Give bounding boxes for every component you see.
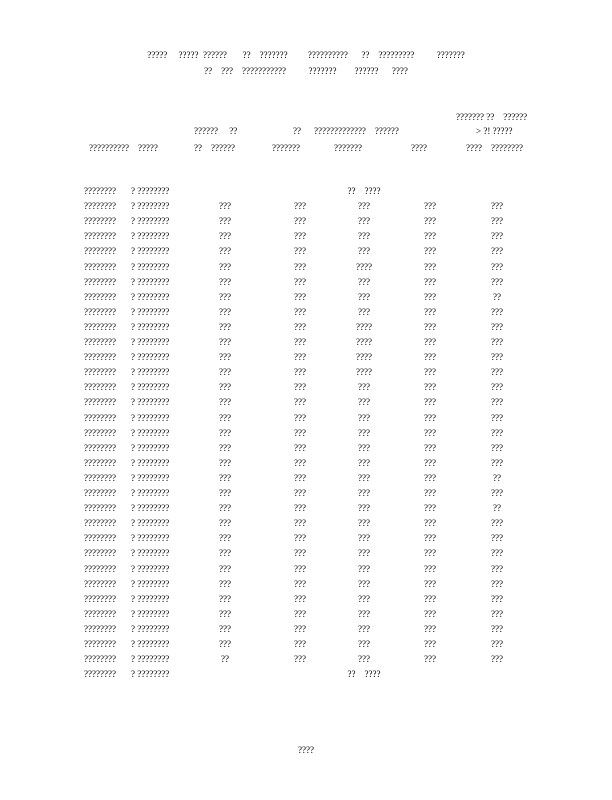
table-cell: ??? [358,518,370,529]
table-cell: ??? [294,261,306,272]
table-cell: ???????? [84,608,116,619]
table-cell: ??? [219,457,231,468]
table-cell: ??? [294,533,306,544]
table-cell: ??? [219,216,231,227]
table-cell: ??? [358,654,370,665]
table-cell: ???????? [84,306,116,317]
table-cell: ? ???????? [131,231,170,242]
table-cell: ??? [424,291,436,302]
table-cell: ??? [491,457,503,468]
table-cell: ??? [294,593,306,604]
table-cell: ? ???????? [131,337,170,347]
table-cell: ??? [358,442,370,453]
table-cell: ???????? [84,563,116,574]
document-title-line-2: ?? ??? ??????????? ??????? ?????? ???? [204,66,408,76]
table-cell: ??? [294,337,306,347]
table-row [0,533,612,548]
table-cell: ???????? [84,291,116,302]
table-cell: ??? [219,276,231,287]
table-cell: ??? [491,306,503,317]
table-cell: ? ???????? [131,503,170,514]
table-row [0,473,612,488]
table-cell: ??? [294,503,306,514]
table-cell: ??? [491,397,503,408]
table-cell: ??? [491,623,503,634]
table-cell: ??? [491,593,503,604]
table-cell: ??? [358,382,370,393]
table-cell: ??? [424,548,436,559]
table-cell: ? ???????? [131,291,170,302]
table-cell: ??? [294,472,306,483]
table-cell: ?? ???? [347,186,381,196]
table-cell: ??? [219,291,231,302]
table-cell: ??? [424,261,436,272]
table-cell: ???????? [84,216,116,227]
table-row [0,594,612,609]
table-cell: ? ???????? [131,246,170,257]
table-cell: ?? [493,291,501,302]
table-row [0,503,612,518]
table-cell: ??? [294,442,306,453]
table-cell: ??? [491,563,503,574]
table-cell: ??? [358,412,370,423]
table-cell: ???????? [84,246,116,257]
table-cell: ??? [424,352,436,363]
table-cell: ??? [424,578,436,589]
table-cell: ???????? [84,231,116,242]
table-cell: ? ???????? [131,654,170,665]
table-cell: ??? [424,412,436,423]
table-cell: ???????? [84,593,116,604]
table-row [0,428,612,443]
table-row [0,322,612,337]
table-cell: ??? [424,231,436,242]
table-cell: ??? [294,352,306,363]
table-cell: ???????? [84,472,116,483]
table-cell: ??? [424,623,436,634]
table-cell: ???? [356,367,372,378]
table-cell: ???????? [84,578,116,589]
table-cell: ??? [491,337,503,347]
table-cell: ??? [358,578,370,589]
table-cell: ??? [219,306,231,317]
table-cell: ??? [424,201,436,212]
table-cell: ??? [294,306,306,317]
document-title-line-1: ????? ????? ?????? ?? ??????? ?????????? ?? ????????? ??????? [147,50,465,60]
table-row [0,639,612,654]
table-row [0,579,612,594]
page-number: ???? [298,745,314,755]
table-cell: ??? [358,533,370,544]
table-cell: ??? [294,397,306,408]
table-row [0,307,612,322]
table-cell: ??? [491,548,503,559]
table-cell: ??? [294,488,306,498]
table-cell: ??? [358,306,370,317]
table-cell: ? ???????? [131,382,170,393]
header-r3-c6: ???? ???????? [466,143,523,153]
table-cell: ??? [294,623,306,634]
table-row [0,352,612,367]
table-cell: ??? [219,201,231,212]
table-row [0,292,612,307]
table-row [0,382,612,397]
table-cell: ??? [219,563,231,574]
table-row [0,367,612,382]
table-cell: ??? [358,623,370,634]
table-row [0,413,612,428]
table-cell: ??? [424,563,436,574]
table-cell: ??? [294,382,306,393]
table-cell: ??? [294,608,306,619]
table-cell: ??? [424,457,436,468]
table-cell: ??? [424,321,436,332]
header-r2-c2: ?????? ?? [194,126,238,136]
table-cell: ??? [424,397,436,408]
table-row [0,186,612,201]
table-cell: ??? [219,518,231,529]
table-cell: ???????? [84,488,116,498]
table-cell: ???????? [84,623,116,634]
table-cell: ???????? [84,367,116,378]
table-cell: ? ???????? [131,427,170,438]
table-cell: ?? [493,472,501,483]
table-cell: ??? [219,321,231,332]
table-cell: ??? [219,578,231,589]
table-cell: ?? [221,654,229,665]
table-cell: ???????? [84,533,116,544]
table-cell: ??? [294,276,306,287]
table-cell: ??? [219,246,231,257]
table-cell: ??? [424,488,436,498]
table-cell: ???????? [84,382,116,393]
table-cell: ??? [294,367,306,378]
table-cell: ??? [219,548,231,559]
table-cell: ? ???????? [131,321,170,332]
table-row [0,262,612,277]
table-cell: ??? [294,246,306,257]
table-cell: ???????? [84,654,116,665]
table-cell: ??? [219,352,231,363]
table-row [0,397,612,412]
table-cell: ? ???????? [131,276,170,287]
table-cell: ???? [356,337,372,347]
table-cell: ??? [491,533,503,544]
table-cell: ??? [491,321,503,332]
table-row [0,443,612,458]
table-cell: ??? [294,457,306,468]
table-cell: ???????? [84,669,116,680]
table-cell: ? ???????? [131,457,170,468]
table-cell: ??? [358,201,370,212]
table-cell: ??? [219,397,231,408]
table-cell: ??? [491,201,503,212]
table-cell: ? ???????? [131,186,170,196]
table-cell: ???????? [84,261,116,272]
table-cell: ???????? [84,276,116,287]
table-cell: ??? [294,231,306,242]
table-cell: ??? [491,427,503,438]
table-cell: ??? [358,472,370,483]
table-cell: ??? [294,321,306,332]
header-r3-c0: ?????????? ????? [89,143,158,153]
table-cell: ?? ???? [347,669,381,680]
table-row [0,548,612,563]
table-row [0,624,612,639]
table-cell: ???????? [84,337,116,347]
table-row [0,654,612,669]
table-cell: ??? [358,246,370,257]
table-cell: ? ???????? [131,578,170,589]
table-cell: ??? [219,503,231,514]
table-cell: ???? [356,352,372,363]
table-cell: ??? [491,518,503,529]
table-cell: ??? [424,276,436,287]
table-cell: ??? [294,563,306,574]
table-cell: ??? [358,563,370,574]
table-cell: ??? [424,216,436,227]
table-cell: ??? [424,472,436,483]
table-row [0,518,612,533]
table-cell: ??? [424,367,436,378]
table-cell: ???????? [84,503,116,514]
header-r3-c2: ?? ?????? [194,143,235,153]
table-cell: ??? [491,367,503,378]
table-cell: ??? [491,412,503,423]
table-cell: ??? [358,427,370,438]
table-cell: ??? [424,518,436,529]
table-cell: ??? [424,442,436,453]
table-cell: ???????? [84,352,116,363]
table-cell: ? ???????? [131,412,170,423]
table-cell: ??? [358,593,370,604]
table-row [0,216,612,231]
table-row [0,231,612,246]
table-cell: ???????? [84,639,116,649]
table-cell: ??? [294,201,306,212]
header-r3-c4: ??????? [334,143,362,153]
table-row [0,246,612,261]
table-cell: ??? [219,533,231,544]
table-cell: ? ???????? [131,488,170,498]
table-cell: ? ???????? [131,261,170,272]
table-cell: ? ???????? [131,397,170,408]
table-cell: ???????? [84,457,116,468]
header-r2-c3: ?? [293,126,301,136]
table-cell: ??? [294,639,306,649]
table-cell: ??? [358,457,370,468]
table-cell: ??? [491,246,503,257]
table-cell: ??? [424,608,436,619]
table-cell: ??? [491,639,503,649]
table-cell: ??? [294,412,306,423]
table-cell: ??? [358,216,370,227]
table-cell: ??? [424,246,436,257]
table-cell: ??? [294,427,306,438]
table-row [0,609,612,624]
table-cell: ??? [491,276,503,287]
table-cell: ??? [219,608,231,619]
table-cell: ??? [424,639,436,649]
table-cell: ? ???????? [131,306,170,317]
table-cell: ???????? [84,321,116,332]
table-cell: ??? [424,593,436,604]
table-cell: ??? [491,488,503,498]
table-cell: ? ???????? [131,216,170,227]
table-cell: ? ???????? [131,563,170,574]
table-cell: ? ???????? [131,518,170,529]
table-cell: ??? [358,548,370,559]
table-cell: ??? [294,291,306,302]
table-cell: ??? [491,654,503,665]
table-cell: ??? [358,231,370,242]
table-cell: ??? [424,533,436,544]
table-cell: ??? [219,488,231,498]
table-cell: ??? [294,578,306,589]
table-cell: ? ???????? [131,352,170,363]
table-cell: ? ???????? [131,669,170,680]
header-r2-c6: > ?! ????? [476,126,513,136]
table-cell: ??? [294,518,306,529]
table-cell: ??? [219,472,231,483]
table-cell: ??? [219,367,231,378]
table-cell: ??? [491,352,503,363]
table-cell: ? ???????? [131,548,170,559]
table-cell: ??? [358,488,370,498]
table-cell: ??? [358,276,370,287]
table-cell: ???????? [84,397,116,408]
table-cell: ? ???????? [131,201,170,212]
table-cell: ??? [424,427,436,438]
table-cell: ? ???????? [131,367,170,378]
table-cell: ??? [219,261,231,272]
table-cell: ???????? [84,412,116,423]
table-cell: ??? [219,337,231,347]
table-cell: ???????? [84,442,116,453]
table-cell: ??? [358,291,370,302]
table-row [0,458,612,473]
table-cell: ? ???????? [131,472,170,483]
table-cell: ??? [358,397,370,408]
table-cell: ??? [358,608,370,619]
table-cell: ???????? [84,518,116,529]
table-cell: ??? [294,654,306,665]
table-cell: ??? [219,427,231,438]
table-cell: ? ???????? [131,442,170,453]
table-cell: ??? [491,382,503,393]
table-cell: ? ???????? [131,593,170,604]
table-cell: ??? [491,261,503,272]
table-row [0,201,612,216]
table-cell: ? ???????? [131,608,170,619]
table-cell: ? ???????? [131,533,170,544]
header-r3-c3: ??????? [272,143,300,153]
table-cell: ???????? [84,427,116,438]
table-cell: ???? [356,261,372,272]
table-cell: ??? [491,608,503,619]
table-row [0,337,612,352]
table-cell: ??? [424,306,436,317]
table-row [0,488,612,503]
table-cell: ??? [358,639,370,649]
table-cell: ??? [219,412,231,423]
table-cell: ??? [424,503,436,514]
header-r1-c6: ??????? ?? ?????? [456,112,528,122]
table-cell: ??? [219,639,231,649]
table-row [0,277,612,292]
table-cell: ??? [424,337,436,347]
table-cell: ??? [294,548,306,559]
header-r3-c5: ???? [411,143,427,153]
table-cell: ??? [424,654,436,665]
table-cell: ??? [491,442,503,453]
table-cell: ? ???????? [131,639,170,649]
table-cell: ?? [493,503,501,514]
table-row [0,564,612,579]
table-cell: ??? [219,442,231,453]
table-cell: ???????? [84,201,116,212]
table-cell: ??? [219,382,231,393]
table-row [0,669,612,684]
table-cell: ??? [424,382,436,393]
header-r2-c4: ????????????? ?????? [314,126,399,136]
table-cell: ??? [491,231,503,242]
table-cell: ???? [356,321,372,332]
table-cell: ??? [491,578,503,589]
table-cell: ? ???????? [131,623,170,634]
table-cell: ??? [219,593,231,604]
table-cell: ??? [219,231,231,242]
table-cell: ??? [491,216,503,227]
table-cell: ???????? [84,186,116,196]
table-cell: ???????? [84,548,116,559]
table-cell: ??? [358,503,370,514]
table-cell: ??? [294,216,306,227]
table-cell: ??? [219,623,231,634]
